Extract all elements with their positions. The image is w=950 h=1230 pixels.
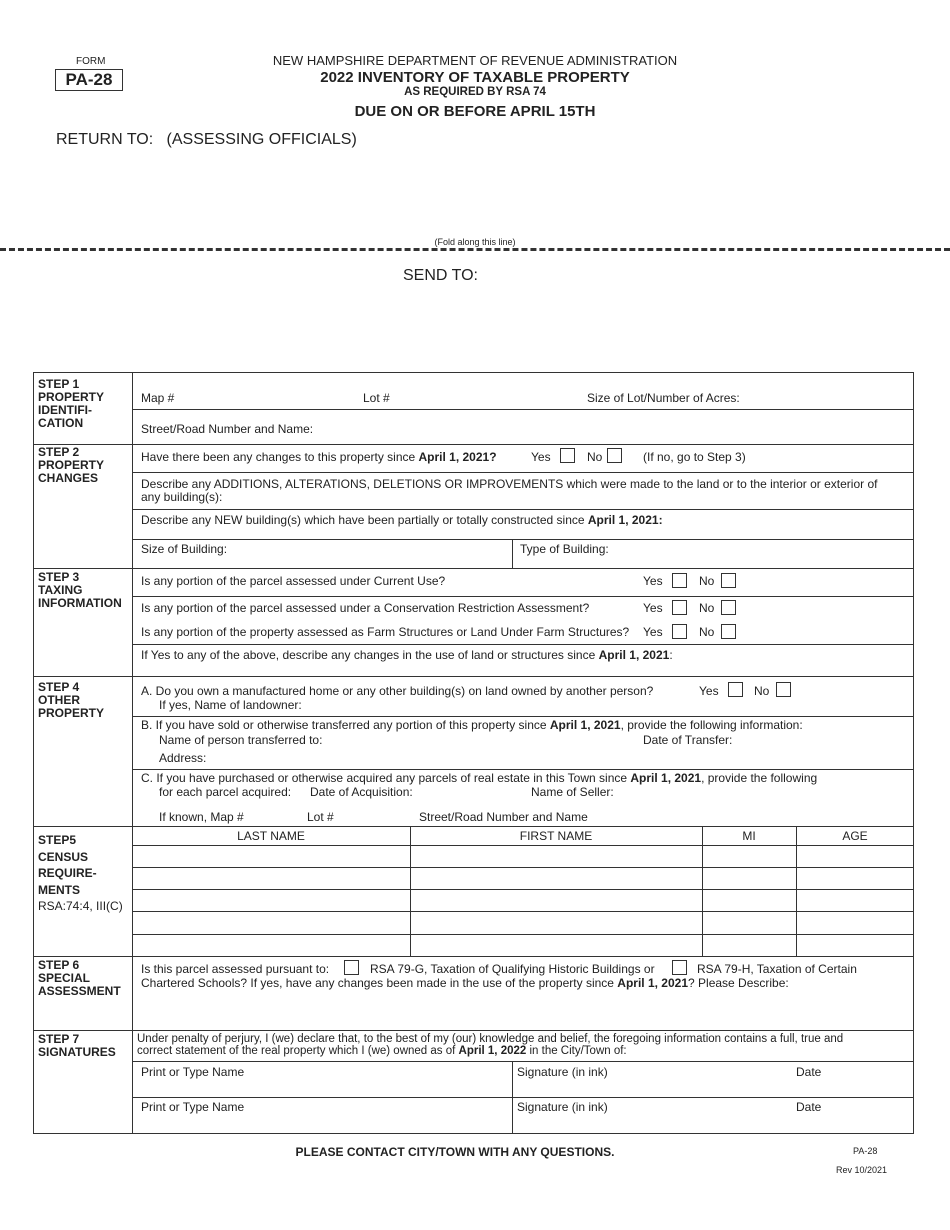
row-line bbox=[132, 769, 914, 770]
acquisition-date-field[interactable]: Date of Acquisition: bbox=[310, 785, 413, 799]
step2-yes-label: Yes bbox=[531, 450, 551, 464]
farm-yes-label: Yes bbox=[643, 625, 663, 639]
farm-yes-checkbox[interactable] bbox=[672, 624, 687, 639]
conservation-no-label: No bbox=[699, 601, 715, 615]
step-separator bbox=[33, 568, 914, 569]
current-use-no-label: No bbox=[699, 574, 715, 588]
conservation-yes-checkbox[interactable] bbox=[672, 600, 687, 615]
current-use-question: Is any portion of the parcel assessed under Current Use? bbox=[141, 574, 446, 588]
current-use-yes-label: Yes bbox=[643, 574, 663, 588]
step2-title: STEP 2 PROPERTY CHANGES bbox=[38, 445, 105, 485]
step-separator bbox=[33, 956, 914, 957]
contact-notice: PLEASE CONTACT CITY/TOWN WITH ANY QUESTIONS. bbox=[295, 1145, 615, 1159]
row-line bbox=[132, 509, 914, 510]
census-row-line bbox=[132, 867, 914, 868]
manufactured-no-label: No bbox=[754, 684, 770, 698]
form-title: 2022 INVENTORY OF TAXABLE PROPERTY bbox=[320, 69, 630, 86]
required-by: AS REQUIRED BY RSA 74 bbox=[404, 86, 546, 98]
transfer-address-field[interactable]: Address: bbox=[159, 751, 207, 765]
farm-no-label: No bbox=[699, 625, 715, 639]
cell-divider bbox=[512, 539, 513, 568]
step-column-divider bbox=[132, 372, 133, 1134]
step2-no-label: No bbox=[587, 450, 603, 464]
census-header-mi: MI bbox=[742, 829, 756, 843]
date-field-2[interactable]: Date bbox=[796, 1100, 822, 1114]
farm-no-checkbox[interactable] bbox=[721, 624, 736, 639]
rsa-79g-checkbox[interactable] bbox=[344, 960, 359, 975]
describe-alterations-line2: any building(s): bbox=[141, 490, 223, 504]
print-name-field-2[interactable]: Print or Type Name bbox=[141, 1100, 245, 1114]
step-separator bbox=[33, 826, 914, 827]
land-use-changes-prompt: If Yes to any of the above, describe any changes in the use of land or structures since April 1, 2021: bbox=[141, 648, 673, 662]
rsa-79h-label: RSA 79-H, Taxation of Certain bbox=[697, 962, 857, 976]
current-use-yes-checkbox[interactable] bbox=[672, 573, 687, 588]
step4-title: STEP 4 OTHER PROPERTY bbox=[38, 680, 105, 720]
due-date: DUE ON OR BEFORE APRIL 15TH bbox=[354, 103, 596, 120]
row-line bbox=[132, 716, 914, 717]
special-assessment-describe: Chartered Schools? If yes, have any changes been made in the use of the property since April 1, 2021? Please Describe: bbox=[141, 976, 789, 990]
map-number-field[interactable]: Map # bbox=[141, 391, 175, 405]
step-separator bbox=[33, 444, 914, 445]
row-line bbox=[132, 596, 914, 597]
form-label: FORM bbox=[76, 56, 106, 67]
rsa-79g-label: RSA 79-G, Taxation of Qualifying Historic Buildings or bbox=[370, 962, 655, 976]
landowner-name-field[interactable]: If yes, Name of landowner: bbox=[159, 698, 302, 712]
row-line bbox=[132, 472, 914, 473]
step-separator bbox=[33, 676, 914, 677]
step6-title: STEP 6 SPECIAL ASSESSMENT bbox=[38, 958, 121, 998]
building-type-field[interactable]: Type of Building: bbox=[520, 542, 609, 556]
street-name-field[interactable]: Street/Road Number and Name: bbox=[141, 422, 314, 436]
lot-number-field[interactable]: Lot # bbox=[363, 391, 390, 405]
step2-note: (If no, go to Step 3) bbox=[643, 450, 746, 464]
acquired-map-field[interactable]: If known, Map # bbox=[159, 810, 244, 824]
return-to: RETURN TO: (ASSESSING OFFICIALS) bbox=[56, 131, 357, 148]
transferee-name-field[interactable]: Name of person transferred to: bbox=[159, 733, 323, 747]
signature-field-2[interactable]: Signature (in ink) bbox=[517, 1100, 608, 1114]
acquisition-line2: for each parcel acquired: bbox=[159, 785, 292, 799]
row-line bbox=[132, 409, 914, 410]
transfer-question: B. If you have sold or otherwise transferred any portion of this property since April 1, 2021, provide the following information: bbox=[141, 718, 803, 732]
current-use-no-checkbox[interactable] bbox=[721, 573, 736, 588]
print-name-field-1[interactable]: Print or Type Name bbox=[141, 1065, 245, 1079]
rsa-79h-checkbox[interactable] bbox=[672, 960, 687, 975]
fold-line-label: (Fold along this line) bbox=[434, 237, 516, 247]
conservation-no-checkbox[interactable] bbox=[721, 600, 736, 615]
revision-date: Rev 10/2021 bbox=[836, 1165, 888, 1175]
seller-name-field[interactable]: Name of Seller: bbox=[531, 785, 614, 799]
step2-yes-checkbox[interactable] bbox=[560, 448, 575, 463]
lot-size-field[interactable]: Size of Lot/Number of Acres: bbox=[587, 391, 740, 405]
special-assessment-question: Is this parcel assessed pursuant to: bbox=[141, 962, 330, 976]
census-row-line bbox=[132, 934, 914, 935]
row-line bbox=[132, 1097, 914, 1098]
step2-changes-question: Have there been any changes to this property since April 1, 2021? bbox=[141, 450, 497, 464]
building-size-field[interactable]: Size of Building: bbox=[141, 542, 228, 556]
census-row-line bbox=[132, 845, 914, 846]
step2-no-checkbox[interactable] bbox=[607, 448, 622, 463]
census-row-line bbox=[132, 911, 914, 912]
signature-field-1[interactable]: Signature (in ink) bbox=[517, 1065, 608, 1079]
perjury-declaration: Under penalty of perjury, I (we) declare that, to the best of my (our) knowledge and belief, the foregoing information contains a full, true and correct statement of the real property which I (we) owned as of April 1, 2022 in the City/Town of: bbox=[137, 1033, 844, 1057]
census-header-last-name: LAST NAME bbox=[237, 829, 305, 843]
manufactured-home-question: A. Do you own a manufactured home or any other building(s) on land owned by another person? bbox=[141, 684, 654, 698]
manufactured-yes-checkbox[interactable] bbox=[728, 682, 743, 697]
date-field-1[interactable]: Date bbox=[796, 1065, 822, 1079]
manufactured-no-checkbox[interactable] bbox=[776, 682, 791, 697]
acquired-lot-field[interactable]: Lot # bbox=[307, 810, 334, 824]
conservation-yes-label: Yes bbox=[643, 601, 663, 615]
department-name: NEW HAMPSHIRE DEPARTMENT OF REVENUE ADMINISTRATION bbox=[272, 53, 678, 68]
step3-title: STEP 3 TAXING INFORMATION bbox=[38, 570, 122, 610]
footer-form-number: PA-28 bbox=[853, 1146, 878, 1156]
describe-alterations-line1: Describe any ADDITIONS, ALTERATIONS, DELETIONS OR IMPROVEMENTS which were made to the land or to the interior or exterior of bbox=[141, 477, 878, 491]
row-line bbox=[132, 644, 914, 645]
step5-title: STEP5 CENSUS REQUIRE- MENTS RSA:74:4, III(C) bbox=[38, 833, 123, 913]
step-separator bbox=[33, 1030, 914, 1031]
step7-title: STEP 7 SIGNATURES bbox=[38, 1032, 116, 1059]
transfer-date-field[interactable]: Date of Transfer: bbox=[643, 733, 733, 747]
census-header-age: AGE bbox=[842, 829, 868, 843]
acquisition-question: C. If you have purchased or otherwise acquired any parcels of real estate in this Town since April 1, 2021, provide the following bbox=[141, 771, 818, 785]
census-header-first-name: FIRST NAME bbox=[519, 829, 593, 843]
conservation-question: Is any portion of the parcel assessed under a Conservation Restriction Assessment? bbox=[141, 601, 590, 615]
describe-new-buildings: Describe any NEW building(s) which have been partially or totally constructed since April 1, 2021: bbox=[141, 513, 663, 527]
acquired-street-field[interactable]: Street/Road Number and Name bbox=[419, 810, 588, 824]
census-row-line bbox=[132, 889, 914, 890]
farm-structures-question: Is any portion of the property assessed as Farm Structures or Land Under Farm Structures? bbox=[141, 625, 630, 639]
send-to: SEND TO: bbox=[403, 267, 478, 284]
manufactured-yes-label: Yes bbox=[699, 684, 719, 698]
row-line bbox=[132, 539, 914, 540]
fold-line bbox=[0, 248, 950, 251]
form-number: PA-28 bbox=[55, 69, 123, 91]
row-line bbox=[132, 1061, 914, 1062]
step1-title: STEP 1 PROPERTY IDENTIFI- CATION bbox=[38, 377, 105, 430]
